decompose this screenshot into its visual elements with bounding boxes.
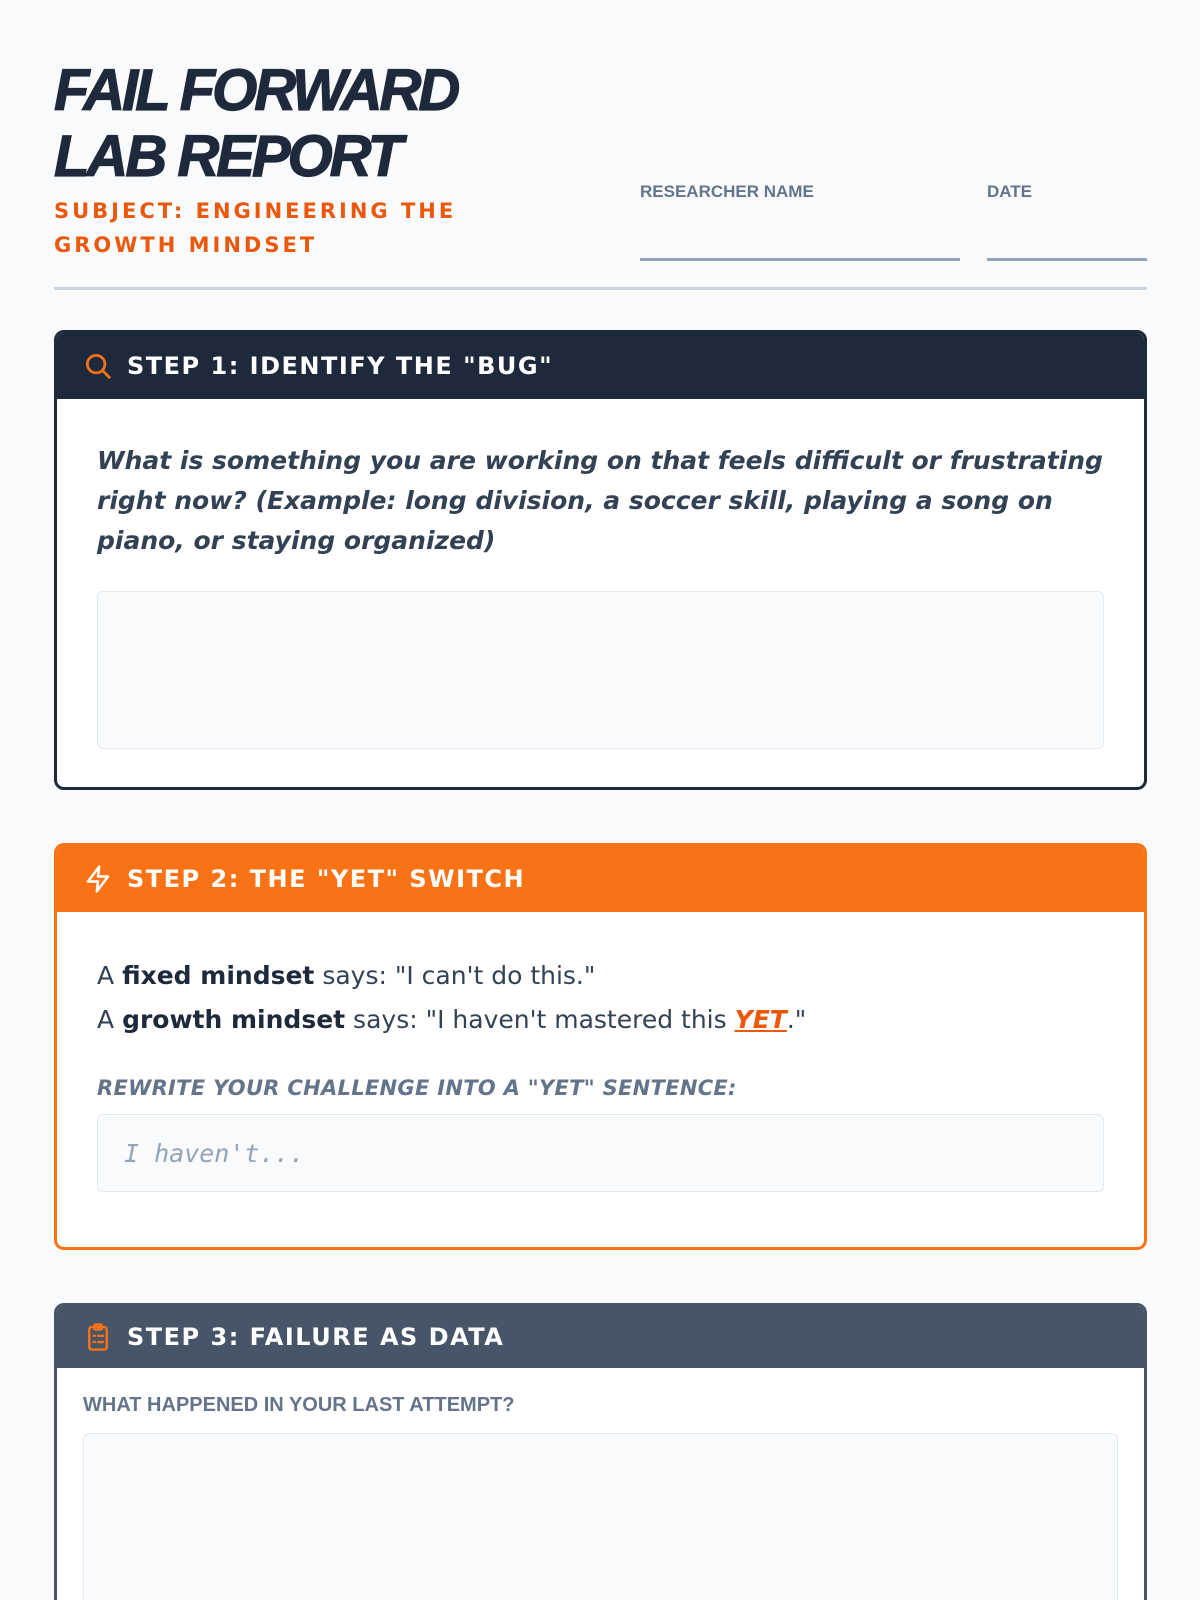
last-attempt-answer-box[interactable] bbox=[83, 1433, 1118, 1600]
lightning-icon bbox=[83, 864, 113, 894]
step-1-header bbox=[57, 333, 1144, 399]
search-icon bbox=[83, 351, 113, 381]
yet-sentence-input[interactable] bbox=[97, 1114, 1104, 1192]
title-line-1: FAIL FORWARD bbox=[54, 58, 458, 123]
fixed-quote: says: "I can't do this." bbox=[314, 961, 596, 990]
fixed-prefix: A bbox=[97, 961, 123, 990]
date-label: DATE bbox=[987, 182, 1033, 201]
fixed-mindset-line bbox=[97, 954, 1104, 998]
page-title bbox=[54, 58, 614, 190]
rewrite-label: REWRITE YOUR CHALLENGE INTO A "YET" SENTENCE: bbox=[97, 1076, 737, 1100]
yet-emphasis: YET bbox=[734, 1005, 787, 1034]
subject-subtitle: SUBJECT: ENGINEERING THE GROWTH MINDSET bbox=[54, 199, 457, 257]
clipboard-icon bbox=[83, 1322, 113, 1352]
step-2-header bbox=[57, 846, 1144, 912]
step-2-card bbox=[54, 843, 1147, 1250]
report-header bbox=[54, 58, 1147, 290]
growth-mindset-line bbox=[97, 998, 1104, 1042]
fixed-mindset-term: fixed mindset bbox=[122, 961, 315, 990]
worksheet-page bbox=[54, 0, 1147, 1600]
last-attempt-label: WHAT HAPPENED IN YOUR LAST ATTEMPT? bbox=[83, 1394, 515, 1416]
researcher-name-field[interactable] bbox=[640, 258, 960, 261]
researcher-name-label: RESEARCHER NAME bbox=[640, 182, 814, 201]
title-line-2: LAB REPORT bbox=[54, 124, 400, 189]
step-3-title: STEP 3: FAILURE AS DATA bbox=[127, 1323, 505, 1351]
step-1-title: STEP 1: IDENTIFY THE "BUG" bbox=[127, 352, 554, 380]
date-field[interactable] bbox=[987, 258, 1147, 261]
growth-quote-end: ." bbox=[786, 1005, 807, 1034]
step-1-answer-box[interactable] bbox=[97, 591, 1104, 749]
mindset-statements bbox=[97, 954, 1104, 1042]
growth-quote-start: says: "I haven't mastered this bbox=[345, 1005, 735, 1034]
growth-mindset-term: growth mindset bbox=[122, 1005, 346, 1034]
step-3-header bbox=[57, 1306, 1144, 1368]
growth-prefix: A bbox=[97, 1005, 123, 1034]
step-1-card bbox=[54, 330, 1147, 790]
step-1-prompt: What is something you are working on that feels difficult or frustrating right now? (Example: long division, a soccer skill, playing a song on piano, or staying organized) bbox=[97, 446, 1103, 555]
step-3-card bbox=[54, 1303, 1147, 1600]
step-2-title: STEP 2: THE "YET" SWITCH bbox=[127, 865, 526, 893]
